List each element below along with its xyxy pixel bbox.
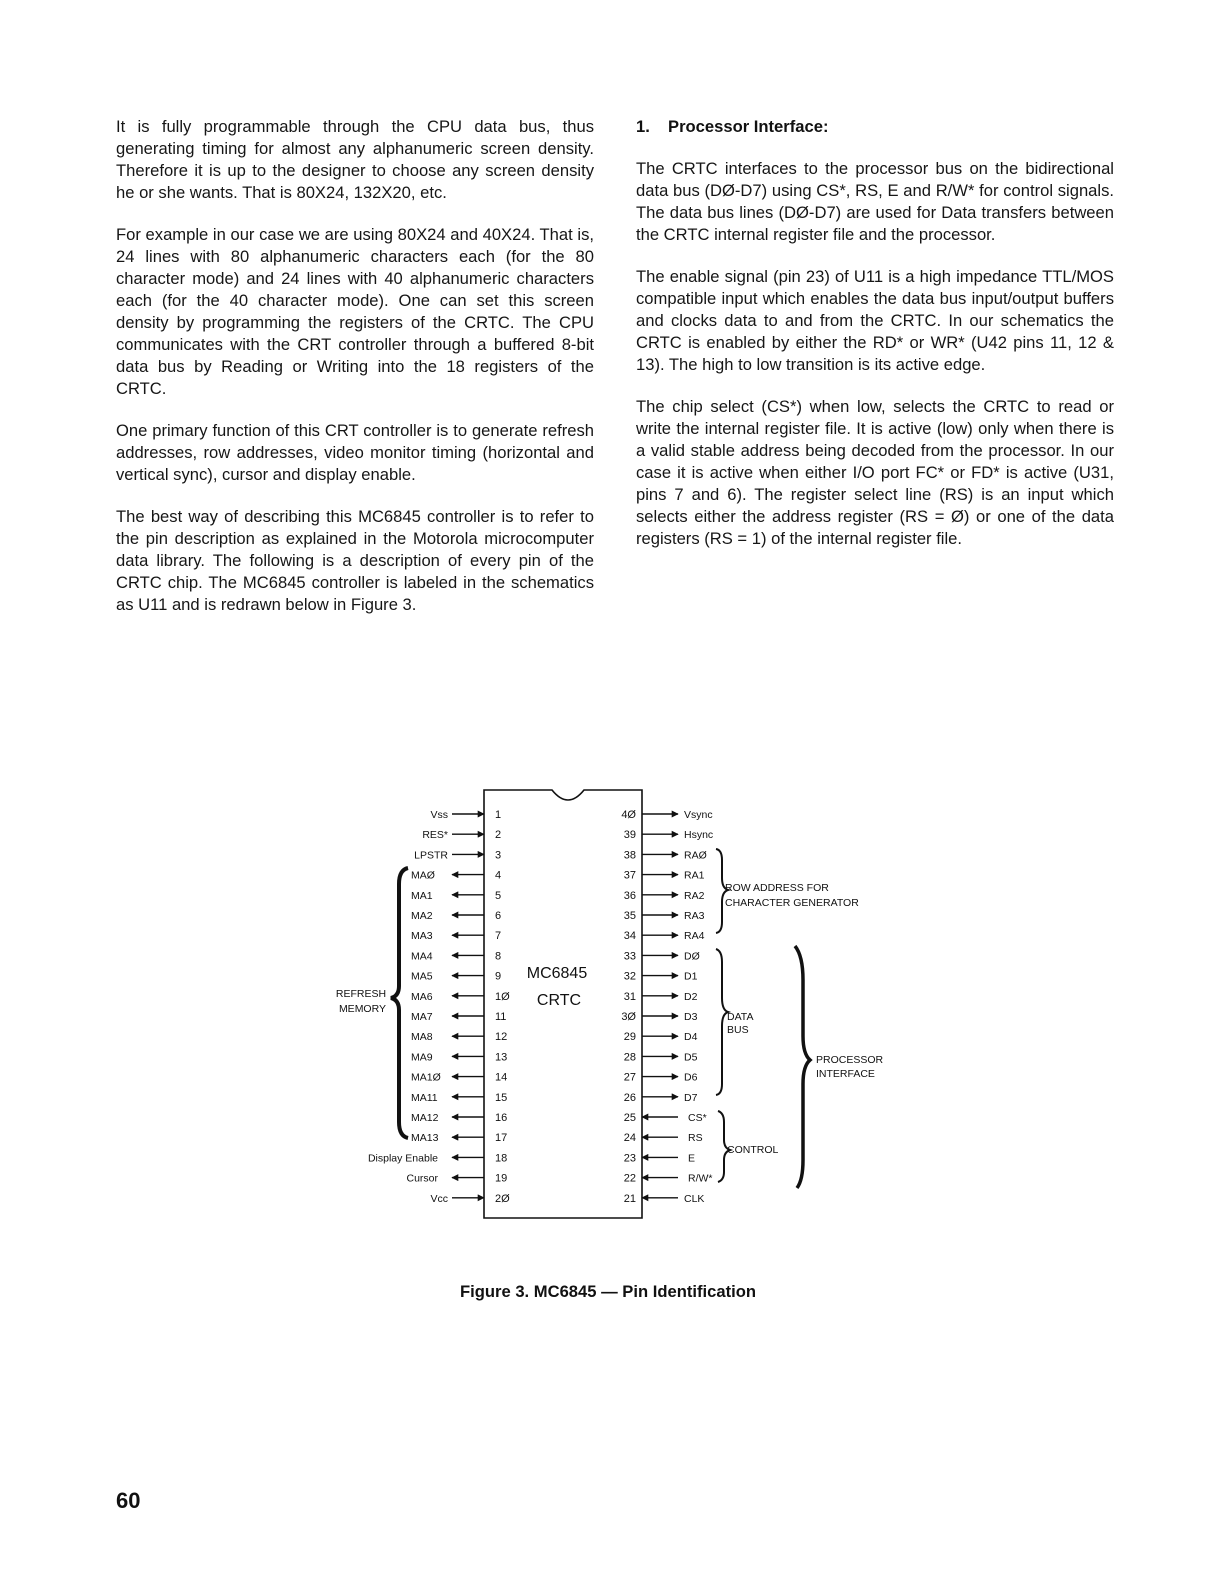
pin-label: MA9 — [411, 1051, 433, 1064]
processor-interface-brace — [795, 946, 810, 1188]
pin-number: 27 — [623, 1071, 636, 1084]
pin-number: 4 — [495, 869, 502, 882]
processor-interface-label — [816, 1054, 886, 1080]
pin-label: MA5 — [411, 970, 433, 983]
left-column — [116, 116, 594, 636]
row-address-line1: ROW ADDRESS FOR — [725, 882, 829, 894]
pin-number: 32 — [623, 970, 636, 983]
pin-label: CLK — [684, 1192, 705, 1205]
processor-interface-line2: INTERFACE — [816, 1068, 875, 1080]
pin-label: D3 — [684, 1011, 698, 1023]
pin-label: Cursor — [406, 1172, 438, 1185]
pin-number: 21 — [623, 1192, 636, 1205]
pin-label: MA1Ø — [411, 1071, 441, 1084]
pin-label: MA7 — [411, 1011, 433, 1023]
pin-label: D7 — [684, 1091, 698, 1104]
pin-number: 26 — [623, 1091, 636, 1104]
right-column — [636, 116, 1114, 570]
pin-number: 17 — [495, 1132, 508, 1145]
pin-label: MA13 — [411, 1132, 439, 1145]
right-paragraph-3: The chip select (CS*) when low, selects the CRTC to read or write the internal register file. It is active (low) only when there is a valid stable address being decoded from the processor. In our case it is active when either I/O port FC* or FD* is active (U31, pins 7 and 6). The register select line (RS) is an input which selects either the address register (RS = Ø) or one of the data registers (RS = 1) of the internal register file. — [636, 397, 1114, 548]
pin-number: 28 — [623, 1051, 636, 1064]
pin-number: 12 — [495, 1031, 508, 1044]
pin-number: 35 — [623, 910, 636, 922]
pin-number: 16 — [495, 1112, 508, 1124]
pin-label: D5 — [684, 1051, 698, 1064]
pin-label: Vss — [430, 809, 448, 821]
pin-number: 5 — [495, 889, 502, 902]
pin-label: RAØ — [684, 849, 707, 862]
data-bus-line1: DATA — [727, 1011, 753, 1023]
pin-number: 1Ø — [495, 990, 510, 1003]
processor-interface-line1: PROCESSOR — [816, 1054, 884, 1066]
section-heading — [636, 116, 1114, 138]
pin-label: D4 — [684, 1031, 698, 1044]
pin-diagram — [300, 770, 920, 1230]
left-paragraph-3: One primary function of this CRT controller is to generate refresh addresses, row addresses, video monitor timing (horizontal and vertical sync), cursor and display enable. — [116, 421, 594, 484]
pin-label: Vcc — [430, 1192, 448, 1205]
pin-number: 11 — [495, 1011, 507, 1023]
refresh-memory-label — [336, 988, 389, 1015]
pin-number: 2Ø — [495, 1192, 510, 1205]
section-title: Processor Interface: — [668, 117, 829, 136]
pin-label: RS — [688, 1132, 703, 1145]
control-label: CONTROL — [727, 1144, 779, 1156]
pin-number: 23 — [623, 1152, 636, 1165]
left-pins — [368, 809, 510, 1205]
pin-label: LPSTR — [414, 849, 448, 862]
pin-number: 1 — [495, 809, 502, 821]
pin-label: MA12 — [411, 1112, 439, 1124]
right-paragraph-1: The CRTC interfaces to the processor bus on the bidirectional data bus (DØ-D7) using CS*, RS, E and R/W* for control signals. The data bus lines (DØ-D7) are used for Data transfers between the CRTC internal register file and the processor. — [636, 159, 1114, 244]
pin-label: RA1 — [684, 869, 705, 882]
section-number: 1. — [636, 117, 650, 136]
right-pins — [621, 809, 713, 1205]
row-address-label — [725, 882, 859, 909]
left-paragraph-2: For example in our case we are using 80X24 and 40X24. That is, 24 lines with 80 alphanumeric characters each (for the 80 character mode) and 24 lines with 40 alphanumeric characters each (for the 40 character mode). One can set this screen density by programming the registers of the CRTC. The CPU communicates with the CRT controller through a buffered 8-bit data bus by Reading or Writing into the 18 registers of the CRTC. — [116, 225, 594, 398]
refresh-memory-line1: REFRESH — [335, 988, 387, 1000]
pin-label: DØ — [684, 950, 700, 963]
pin-label: D2 — [684, 990, 698, 1003]
pin-label: Vsync — [684, 809, 713, 821]
left-paragraph-1: It is fully programmable through the CPU data bus, thus generating timing for almost any alphanumeric screen density. Therefore it is up to the designer to choose any screen density he or she wants. That is 80X24, 132X20, etc. — [116, 117, 594, 202]
pin-number: 7 — [495, 930, 502, 943]
data-bus-label — [727, 1011, 756, 1036]
pin-number: 4Ø — [621, 809, 636, 821]
pin-number: 3 — [495, 849, 502, 862]
data-bus-line2: BUS — [727, 1024, 749, 1036]
pin-label: MA1 — [411, 889, 433, 902]
pin-label: R/W* — [688, 1172, 713, 1185]
pin-label: MA6 — [411, 990, 433, 1003]
chip-subname: CRTC — [536, 992, 582, 1009]
pin-label: MA2 — [411, 910, 433, 922]
pin-number: 39 — [623, 829, 636, 842]
pin-number: 9 — [495, 970, 502, 983]
pin-label: MA3 — [411, 930, 433, 943]
pin-number: 14 — [495, 1071, 508, 1084]
pin-label: MAØ — [411, 869, 435, 882]
pin-label: D6 — [684, 1071, 698, 1084]
pin-label: MA11 — [411, 1091, 438, 1104]
row-address-line2: CHARACTER GENERATOR — [725, 897, 859, 909]
pin-label: MA8 — [411, 1031, 433, 1044]
pin-number: 15 — [495, 1091, 508, 1104]
figure-caption: Figure 3. MC6845 — Pin Identification — [460, 1282, 756, 1301]
pin-number: 2 — [495, 829, 502, 842]
pin-label: E — [688, 1152, 696, 1165]
pin-number: 34 — [623, 930, 636, 943]
pin-number: 38 — [623, 849, 636, 862]
pin-label: MA4 — [411, 950, 433, 963]
pin-number: 22 — [623, 1172, 636, 1185]
pin-label: D1 — [684, 970, 698, 983]
pin-number: 8 — [495, 950, 502, 963]
pin-number: 36 — [623, 889, 636, 902]
chip-name: MC6845 — [526, 965, 588, 982]
pin-label: RA2 — [684, 889, 705, 902]
pin-number: 18 — [495, 1152, 508, 1165]
pin-number: 37 — [623, 869, 636, 882]
pin-number: 31 — [623, 990, 636, 1003]
pin-number: 29 — [623, 1031, 636, 1044]
pin-label: Display Enable — [367, 1152, 438, 1165]
pin-label: Hsync — [684, 829, 714, 842]
pin-number: 3Ø — [621, 1011, 636, 1023]
pin-label: RA4 — [684, 930, 705, 943]
pin-number: 24 — [623, 1132, 636, 1145]
refresh-memory-brace — [391, 868, 408, 1138]
pin-number: 33 — [623, 950, 636, 963]
pin-number: 13 — [495, 1051, 508, 1064]
refresh-memory-line2: MEMORY — [338, 1003, 386, 1015]
pin-number: 19 — [495, 1172, 508, 1185]
pin-label: RA3 — [684, 910, 705, 922]
left-paragraph-4: The best way of describing this MC6845 controller is to refer to the pin description as explained in the Motorola microcomputer data library. The following is a description of every pin of the CRTC chip. The MC6845 controller is labeled in the schematics as U11 and is redrawn below in Figure 3. — [116, 507, 594, 614]
pin-number: 6 — [495, 910, 502, 922]
right-paragraph-2: The enable signal (pin 23) of U11 is a high impedance TTL/MOS compatible input which enables the data bus input/output buffers and clocks data to and from the CRTC. In our schematics the CRTC is enabled by either the RD* or WR* (U42 pins 11, 12 & 13). The high to low transition is its active edge. — [636, 267, 1114, 374]
page-number: 60 — [116, 1488, 141, 1513]
pin-number: 25 — [623, 1112, 636, 1124]
pin-label: CS* — [688, 1112, 707, 1124]
pin-label: RES* — [422, 829, 448, 842]
